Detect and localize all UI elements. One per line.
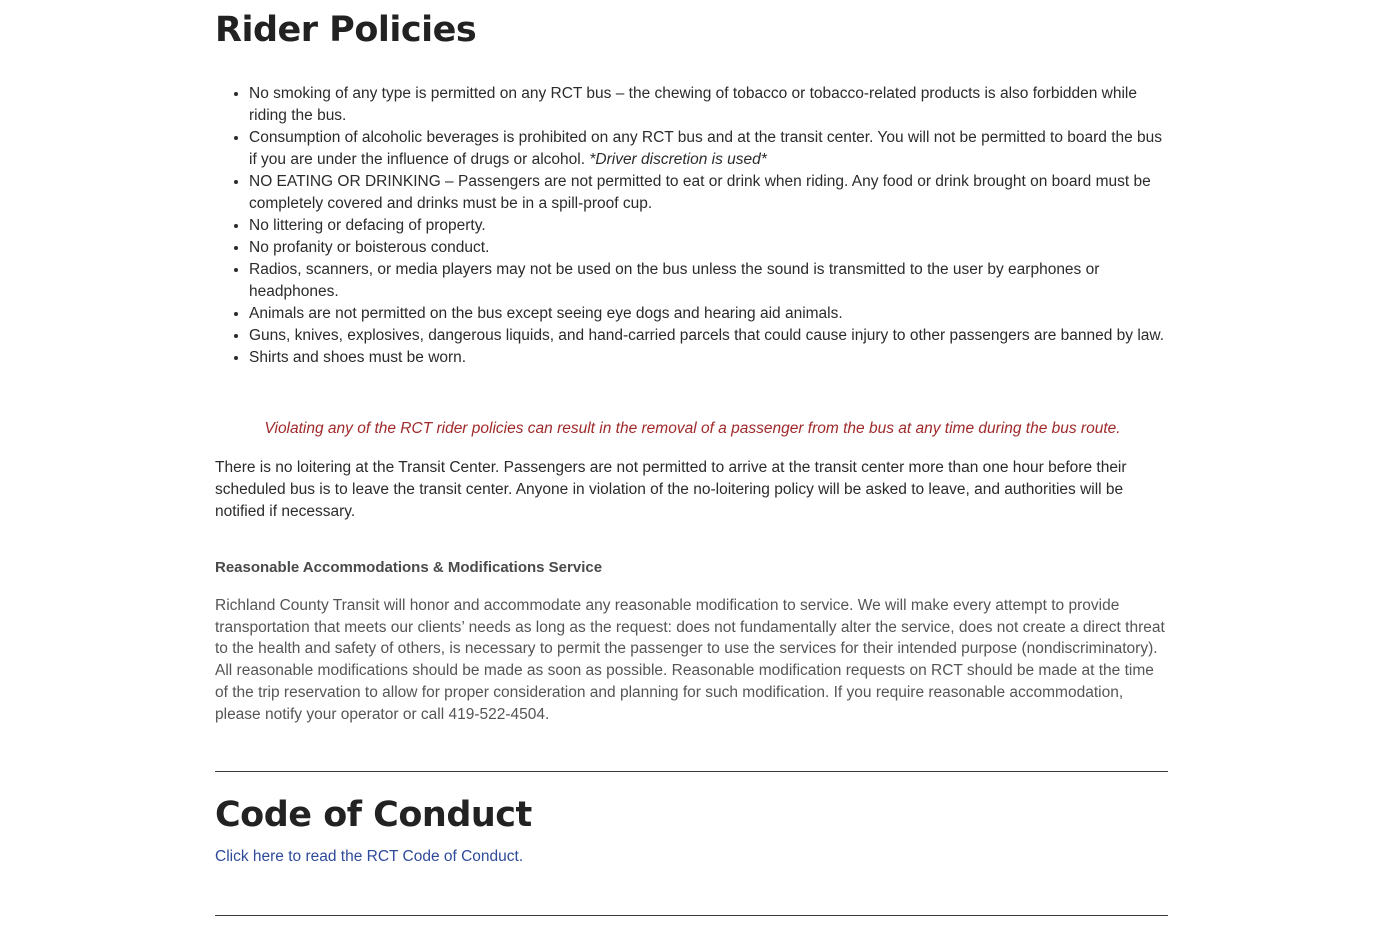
driver-discretion-note: *Driver discretion is used* [589,151,767,168]
policy-text: Consumption of alcoholic beverages is prohibited on any RCT bus and at the transit center. You will not be permitted to board the bus if you are under the influence of drugs or alcohol. [249,129,1163,168]
policy-text: Animals are not permitted on the bus except seeing eye dogs and hearing aid animals. [249,305,843,322]
list-item [249,237,1169,259]
policy-text: Shirts and shoes must be worn. [249,349,467,366]
code-of-conduct-heading: Code of Conduct [215,795,532,835]
accommodations-heading: Reasonable Accommodations & Modifications Service [215,559,603,576]
accommodations-paragraph: Richland County Transit will honor and accommodate any reasonable modification to service. We will make every attempt to provide transportation that meets our clients’ needs as long as the request: does not fundamentally alter the service, does not create a direct threat to the health and safety of others, is necessary to permit the passenger to use the services for their intended purpose (nondiscriminatory). All reasonable modifications should be made as soon as possible. Reasonable modification requests on RCT should be made at the time of the trip reservation to allow for proper consideration and planning for such modification. If you require reasonable accommodation, please notify your operator or call 419-522-4504. [215,597,1165,723]
list-item [249,215,1169,237]
section-divider [215,771,1168,772]
policy-text: No profanity or boisterous conduct. [249,239,490,256]
list-item [249,259,1169,303]
section-divider [215,915,1168,916]
policy-text: Guns, knives, explosives, dangerous liquids, and hand-carried parcels that could cause injury to other passengers are banned by law. [249,327,1165,344]
policy-text: Radios, scanners, or media players may not be used on the bus unless the sound is transmitted to the user by earphones or headphones. [249,261,1100,300]
policy-text: No littering or defacing of property. [249,217,486,234]
loitering-paragraph: There is no loitering at the Transit Center. Passengers are not permitted to arrive at the transit center more than one hour before their scheduled bus is to leave the transit center. Anyone in violation of the no-loitering policy will be asked to leave, and authorities will be notified if necessary. [215,459,1127,520]
list-item [249,303,1169,325]
list-item [249,83,1169,127]
list-item [249,325,1169,347]
code-of-conduct-link[interactable]: Click here to read the RCT Code of Conduct. [215,848,524,865]
policy-violation-warning: Violating any of the RCT rider policies can result in the removal of a passenger from the bus at any time during the bus route. [264,419,1121,437]
policy-text: No smoking of any type is permitted on any RCT bus – the chewing of tobacco or tobacco-related products is also forbidden while riding the bus. [249,85,1137,124]
list-item [249,347,1169,369]
list-item [249,171,1169,215]
list-item [249,127,1169,171]
policy-text: NO EATING OR DRINKING – Passengers are not permitted to eat or drink when riding. Any food or drink brought on board must be completely covered and drinks must be in a spill-proof cup. [249,173,1151,212]
rider-policies-heading: Rider Policies [215,10,477,50]
rider-policies-list [215,83,1169,369]
